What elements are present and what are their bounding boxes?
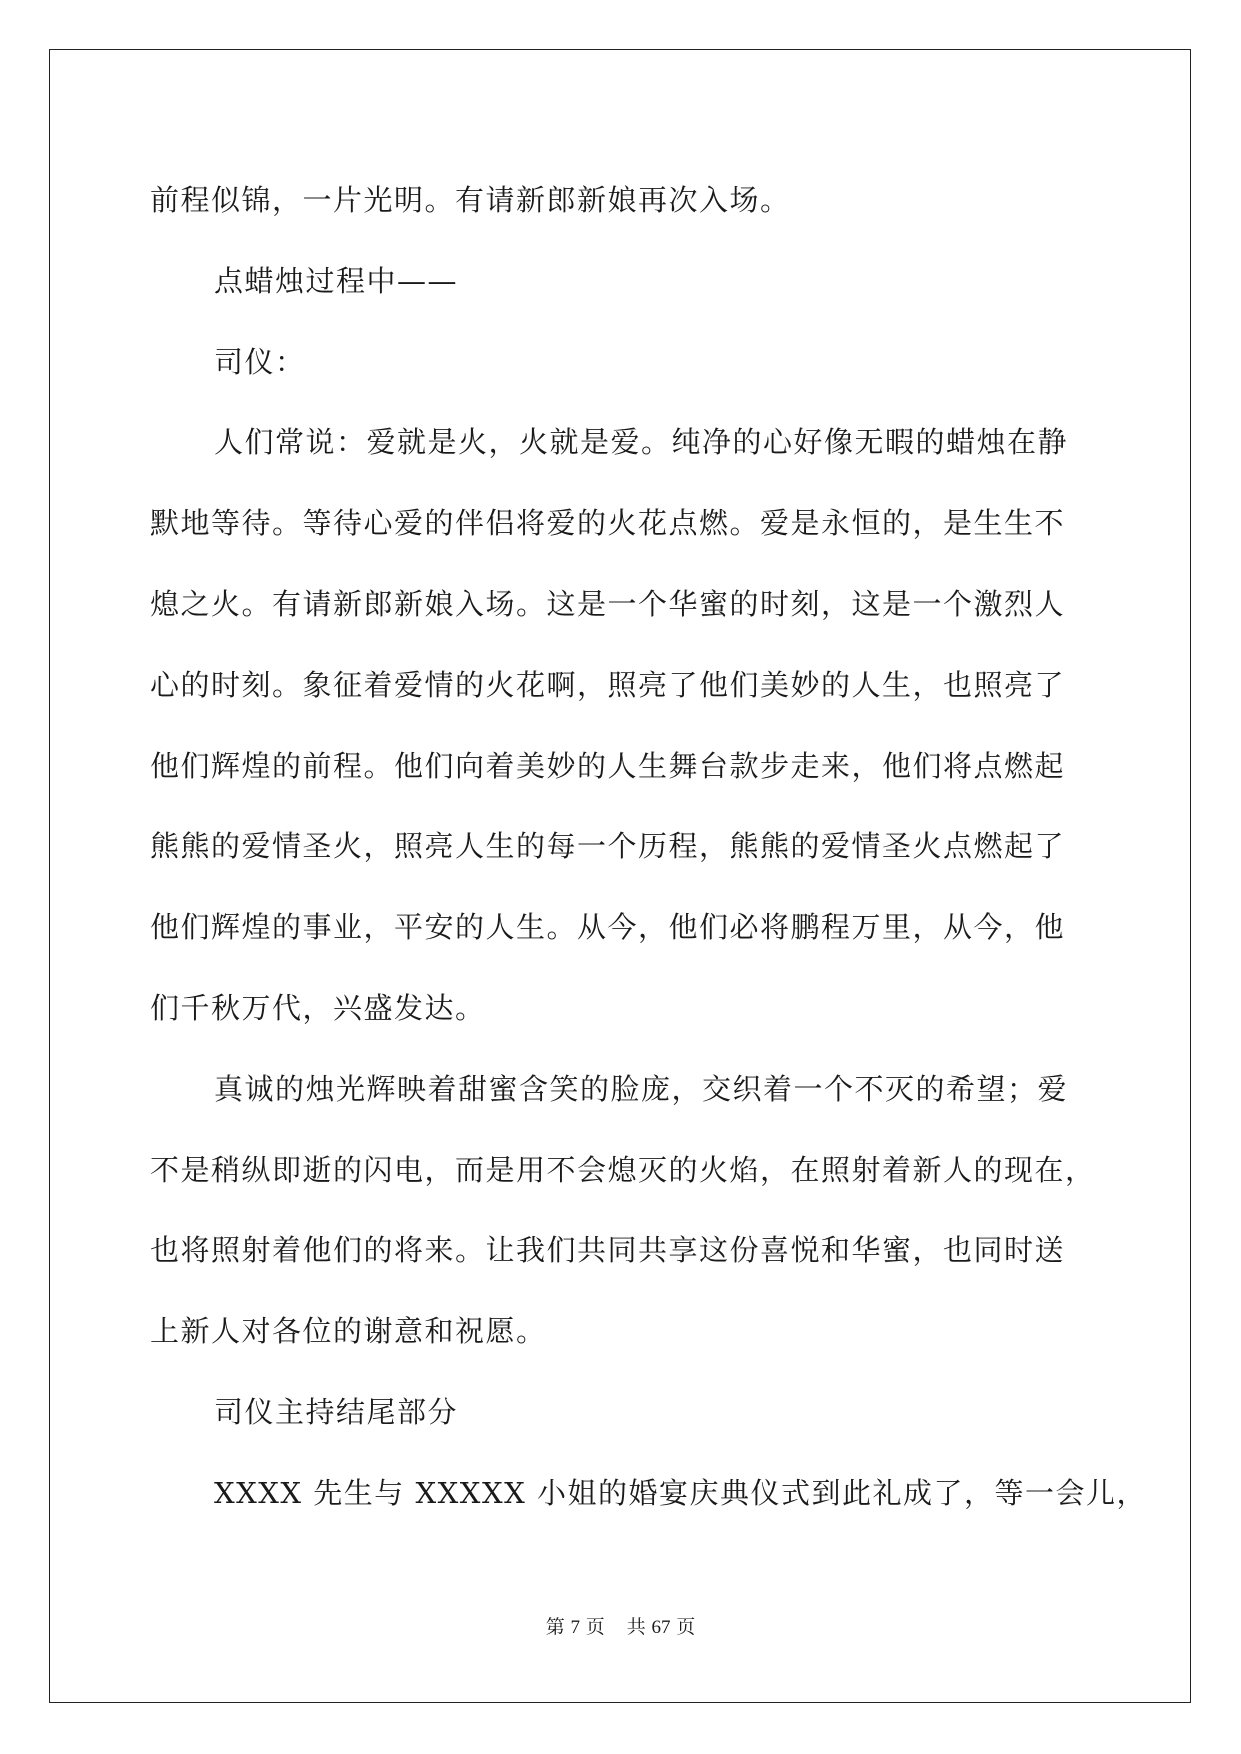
document-body bbox=[150, 160, 1147, 1534]
text-line: 他们辉煌的事业，平安的人生。从今，他们必将鹏程万里，从今，他 bbox=[150, 910, 1066, 945]
text-line: 熄之火。有请新郎新娘入场。这是一个华蜜的时刻，这是一个激烈人 bbox=[150, 586, 1066, 621]
text-line: 司仪主持结尾部分 bbox=[214, 1394, 459, 1429]
text-line: XXXX 先生与 XXXXX 小姐的婚宴庆典仪式到此礼成了，等一会儿， bbox=[214, 1475, 1147, 1510]
page-total: 共 67 页 bbox=[626, 1617, 696, 1638]
text-line: 前程似锦，一片光明。有请新郎新娘再次入场。 bbox=[150, 183, 791, 217]
text-line: 不是稍纵即逝的闪电，而是用不会熄灭的火焰，在照射着新人的现在， bbox=[150, 1152, 1096, 1187]
text-line: 们千秋万代，兴盛发达。 bbox=[150, 990, 486, 1025]
text-line: 人们常说：爱就是火，火就是爱。纯净的心好像无暇的蜡烛在静 bbox=[214, 425, 1069, 460]
text-line: 默地等待。等待心爱的伴侣将爱的火花点燃。爱是永恒的，是生生不 bbox=[150, 506, 1066, 541]
text-line: 熊熊的爱情圣火，照亮人生的每一个历程，熊熊的爱情圣火点燃起了 bbox=[150, 829, 1066, 864]
text-line: 心的时刻。象征着爱情的火花啊，照亮了他们美妙的人生，也照亮了 bbox=[150, 667, 1066, 702]
text-line: 也将照射着他们的将来。让我们共同共享这份喜悦和华蜜，也同时送 bbox=[150, 1233, 1066, 1268]
page-footer bbox=[0, 1612, 1241, 1639]
text-line: 司仪： bbox=[214, 344, 306, 379]
text-line: 上新人对各位的谢意和祝愿。 bbox=[150, 1314, 547, 1349]
text-line: 真诚的烛光辉映着甜蜜含笑的脸庞，交织着一个不灭的希望；爱 bbox=[214, 1071, 1069, 1106]
text-line: 他们辉煌的前程。他们向着美妙的人生舞台款步走来，他们将点燃起 bbox=[150, 748, 1066, 783]
text-line: 点蜡烛过程中—— bbox=[214, 263, 459, 298]
page-number: 第 7 页 bbox=[545, 1617, 605, 1638]
